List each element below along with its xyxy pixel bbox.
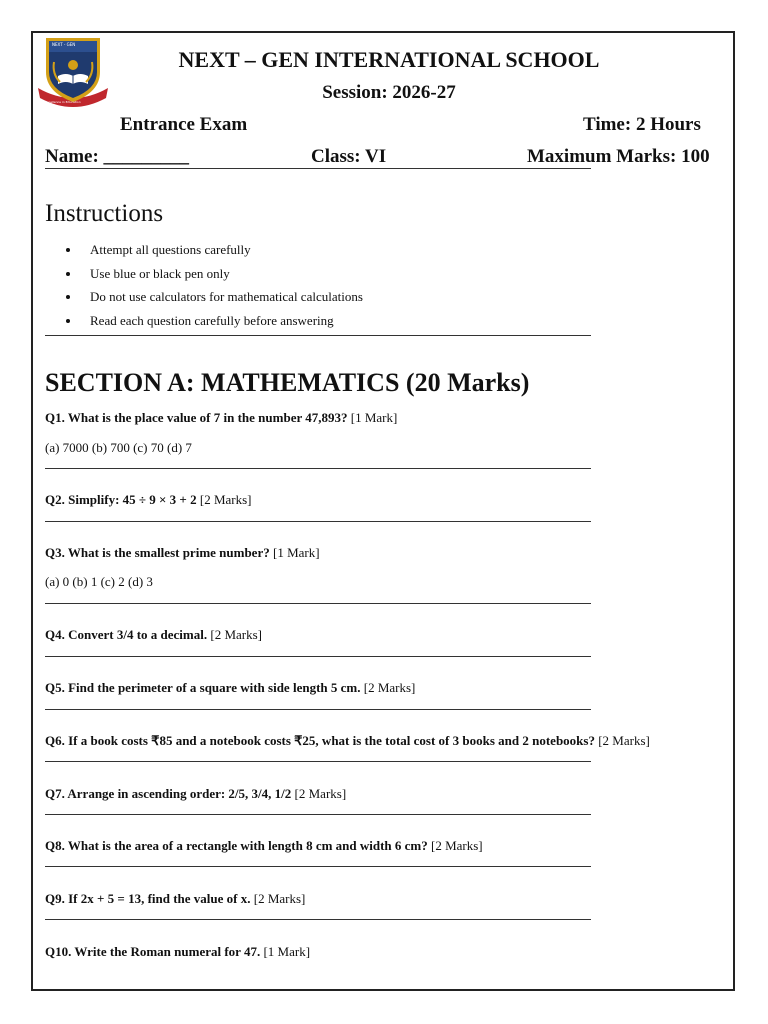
- question-1: Q1. What is the place value of 7 in the number 47,893? [1 Mark]: [45, 410, 398, 425]
- header-divider: [45, 168, 591, 169]
- question-5: Q5. Find the perimeter of a square with side length 5 cm. [2 Marks]: [45, 680, 416, 695]
- question-divider: [45, 709, 591, 710]
- question-8: Q8. What is the area of a rectangle with length 8 cm and width 6 cm? [2 Marks]: [45, 838, 483, 853]
- instruction-item: Attempt all questions carefully: [66, 240, 363, 264]
- question-4: Q4. Convert 3/4 to a decimal. [2 Marks]: [45, 627, 263, 642]
- instructions-list: [66, 240, 363, 334]
- question-divider: [45, 521, 591, 522]
- logo-text: NEXT - GEN: [52, 42, 76, 47]
- bullet-icon: [66, 272, 70, 276]
- question-2: Q2. Simplify: 45 ÷ 9 × 3 + 2 [2 Marks]: [45, 492, 252, 507]
- question-3-options: (a) 0 (b) 1 (c) 2 (d) 3: [45, 574, 153, 589]
- instructions-divider: [45, 335, 591, 336]
- student-name-field: Name: _________: [45, 146, 190, 167]
- session: Session: 2026-27: [322, 82, 456, 103]
- question-divider: [45, 814, 591, 815]
- question-6: Q6. If a book costs ₹85 and a notebook costs ₹25, what is the total cost of 3 books and 2 notebooks? [2 Marks]: [45, 733, 650, 748]
- question-divider: [45, 866, 591, 867]
- instruction-item: Do not use calculators for mathematical calculations: [66, 287, 363, 311]
- question-3: Q3. What is the smallest prime number? [1 Mark]: [45, 545, 320, 560]
- logo-motto: Excellence in Education: [45, 100, 81, 104]
- instruction-item: Use blue or black pen only: [66, 264, 363, 288]
- bullet-icon: [66, 295, 70, 299]
- question-divider: [45, 603, 591, 604]
- question-7: Q7. Arrange in ascending order: 2/5, 3/4, 1/2 [2 Marks]: [45, 786, 347, 801]
- question-1-options: (a) 7000 (b) 700 (c) 70 (d) 7: [45, 440, 192, 455]
- max-marks: Maximum Marks: 100: [527, 146, 710, 167]
- class-label: Class: VI: [311, 146, 387, 167]
- question-divider: [45, 656, 591, 657]
- bullet-icon: [66, 319, 70, 323]
- exam-time: Time: 2 Hours: [583, 114, 701, 135]
- question-9: Q9. If 2x + 5 = 13, find the value of x. [2 Marks]: [45, 891, 306, 906]
- question-divider: [45, 919, 591, 920]
- question-divider: [45, 468, 591, 469]
- exam-title: Entrance Exam: [120, 114, 248, 135]
- instruction-item: Read each question carefully before answering: [66, 311, 363, 335]
- school-name: NEXT – GEN INTERNATIONAL SCHOOL: [178, 47, 600, 72]
- question-divider: [45, 761, 591, 762]
- instructions-heading: Instructions: [45, 200, 164, 227]
- bullet-icon: [66, 248, 70, 252]
- question-10: Q10. Write the Roman numeral for 47. [1 Mark]: [45, 944, 311, 959]
- section-a-heading: SECTION A: MATHEMATICS (20 Marks): [45, 368, 530, 397]
